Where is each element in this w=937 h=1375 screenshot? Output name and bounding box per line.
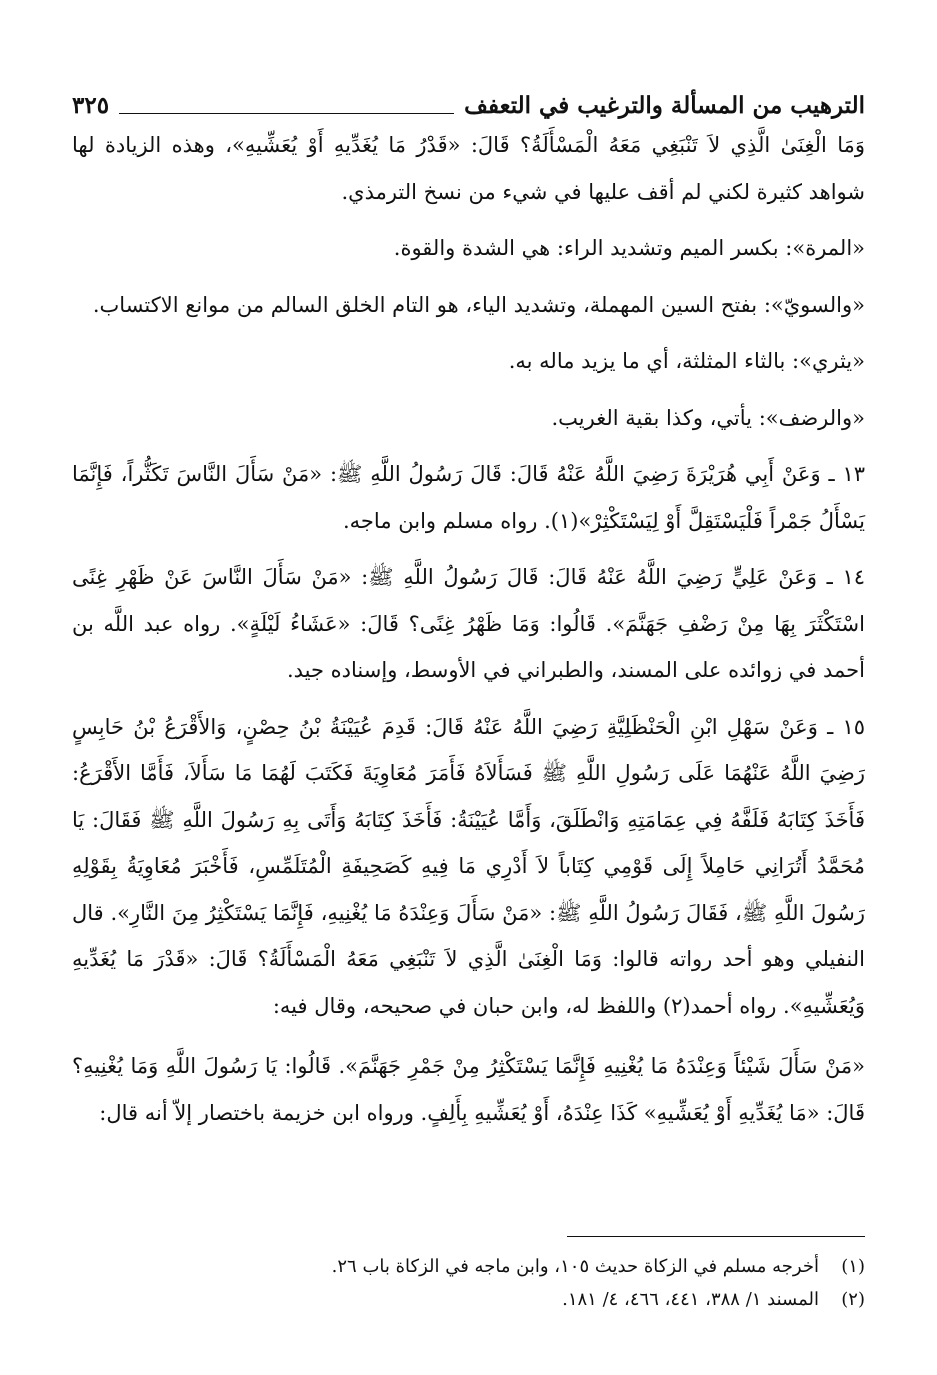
header-rule xyxy=(119,113,454,114)
footnote-1-number: (١) xyxy=(841,1256,865,1277)
footnote-separator xyxy=(567,1236,865,1237)
footnote-2-text: المسند ١/ ٣٨٨، ٤٤١، ٤٦٦، ٤/ ١٨١. xyxy=(562,1289,819,1310)
hadith-14: ١٤ ـ وَعَنْ عَلِيٍّ رَضِيَ اللَّهُ عَنْهُ قَالَ: قَالَ رَسُولُ اللَّهِ ﷺ: «مَنْ سَأَلَ النَّاسَ عَنْ ظَهْرِ غِنًى اسْتَكْثَرَ بِهَا مِنْ رَضْفِ جَهَنَّمَ». قَالُوا: وَمَا ظَهْرُ غِنًى؟ قَالَ: «عَشَاءُ لَيْلَةٍ». رواه عبد اللَّه بن أحمد في زوائده على المسند، والطبراني في الأوسط، وإسناده جيد. xyxy=(72,565,865,682)
gloss-alsawiy: «والسويّ»: بفتح السين المهملة، وتشديد الياء، هو التام الخلق السالم من موانع الاكتساب. xyxy=(92,292,865,317)
footnote-1 xyxy=(72,1250,865,1283)
footnote-1-text: أخرجه مسلم في الزكاة حديث ١٠٥، وابن ماجه في الزكاة باب ٢٦. xyxy=(331,1256,819,1277)
page-number: ٣٢٥ xyxy=(72,91,110,119)
main-text xyxy=(72,122,865,1136)
running-header xyxy=(72,88,865,122)
hadith-15: ١٥ ـ وَعَنْ سَهْلِ ابْنِ الْحَنْظَلِيَّةِ رَضِيَ اللَّهُ عَنْهُ قَالَ: قَدِمَ عُيَيْنَةُ بْنُ حِصْنٍ، وَالأَقْرَعُ بْنُ حَابِسٍ رَضِيَ اللَّهُ عَنْهُمَا عَلَى رَسُولِ اللَّهِ ﷺ فَسَأَلاَهُ فَأَمَرَ مُعَاوِيَةَ فَكَتَبَ لَهُمَا مَا سَأَلاَ، فَأَمَّا الأَقْرَعُ: فَأَخَذَ كِتَابَهُ فَلَفَّهُ فِي عِمَامَتِهِ وَانْطَلَقَ، وَأَمَّا عُيَيْنَةُ: فَأَخَذَ كِتَابَهُ وَأَتَى بِهِ رَسُولَ اللَّهِ ﷺ فَقَالَ: يَا مُحَمَّدُ أَتُرَانِي حَامِلاً إِلَى قَوْمِي كِتَاباً لاَ أَدْرِي مَا فِيهِ كَصَحِيفَةِ الْمُتَلَمِّسِ، فَأَخْبَرَ مُعَاوِيَةُ بِقَوْلِهِ رَسُولَ اللَّهِ ﷺ، فَقَالَ رَسُولُ اللَّهِ ﷺ: «مَنْ سَأَلَ وَعِنْدَهُ مَا يُغْنِيهِ، فَإِنَّمَا يَسْتَكْثِرُ مِنَ النَّارِ». قال النفيلي وهو أحد رواته قالوا: وَمَا الْغِنَىٰ الَّذِي لاَ تَنْبَغِي مَعَهُ الْمَسْأَلَةُ؟ قَالَ: «قَدْرَ مَا يُغَدِّيهِ وَيُعَشِّيهِ». رواه أحمد(٢) واللفظ له، وابن حبان في صحيحه، وقال فيه: xyxy=(72,714,865,1018)
gloss-almirra: «المرة»: بكسر الميم وتشديد الراء: هي الشدة والقوة. xyxy=(393,236,865,260)
running-title: الترهيب من المسألة والترغيب في التعفف xyxy=(464,91,865,119)
hadith-13: ١٣ ـ وَعَنْ أَبِي هُرَيْرَةَ رَضِيَ اللَّهُ عَنْهُ قَالَ: قَالَ رَسُولُ اللَّهِ ﷺ: «مَنْ سَأَلَ النَّاسَ تَكَثُّراً، فَإِنَّمَا يَسْأَلُ جَمْراً فَلْيَسْتَقِلَّ أَوْ لِيَسْتَكْثِرْ»(١). رواه مسلم وابن ماجه. xyxy=(72,462,865,533)
gloss-alradf: «والرضف»: يأتي، وكذا بقية الغريب. xyxy=(551,405,865,430)
hadith-15-variant: «مَنْ سَأَلَ شَيْئاً وَعِنْدَهُ مَا يُغْنِيهِ فَإِنَّمَا يَسْتَكْثِرُ مِنْ جَمْرِ جَهَنَّمَ». قَالُوا: يَا رَسُولَ اللَّهِ وَمَا يُغْنِيهِ؟ قَالَ: «مَا يُغَدِّيهِ أَوْ يُعَشِّيهِ» كَذَا عِنْدَهُ، أَوْ يُعَشِّيهِ بِأَلِفٍ. ورواه ابن خزيمة باختصار إلاّ أنه قال: xyxy=(72,1054,865,1125)
footnotes xyxy=(72,1250,865,1316)
footnote-2-number: (٢) xyxy=(841,1289,865,1310)
footnote-2 xyxy=(72,1283,865,1316)
gloss-yuthri: «يثري»: بالثاء المثلثة، أي ما يزيد ماله به. xyxy=(508,349,865,373)
paragraph-continuation: وَمَا الْغِنَىٰ الَّذِي لاَ تَنْبَغِي مَعَهُ الْمَسْأَلَةُ؟ قَالَ: «قَدْرُ مَا يُغَدِّيهِ أَوْ يُعَشِّيهِ»، وهذه الزيادة لها شواهد كثيرة لكني لم أقف عليها في شيء من نسخ الترمذي. xyxy=(72,133,865,204)
